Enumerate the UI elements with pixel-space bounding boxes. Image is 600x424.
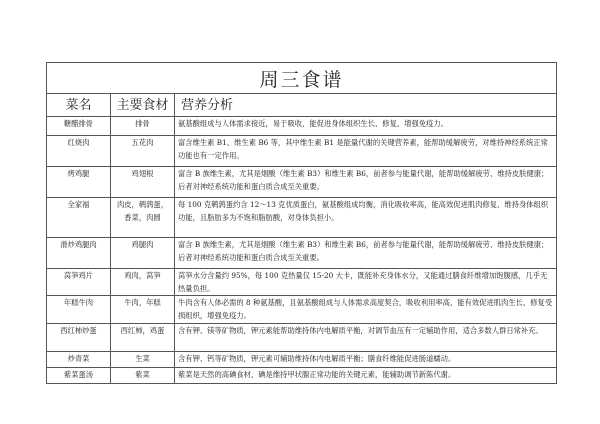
dish-name: 年糕牛肉	[47, 296, 111, 324]
main-ingredient: 鸡腿肉	[111, 238, 175, 269]
table-row	[47, 324, 557, 352]
dish-name: 炒青菜	[47, 352, 111, 368]
header-row	[47, 94, 557, 117]
menu-table	[46, 62, 557, 384]
main-ingredient: 紫菜	[111, 368, 175, 384]
nutrition-analysis: 紫菜是天然的高碘食材，碘是维持甲状腺正常功能的关键元素，能辅助调节新陈代谢。	[175, 368, 557, 384]
table-row	[47, 167, 557, 198]
table-row	[47, 198, 557, 238]
table-row	[47, 136, 557, 167]
main-ingredient: 鸡肉，莴笋	[111, 269, 175, 296]
nutrition-analysis: 富含 B 族维生素，尤其是烟酸（维生素 B3）和维生素 B6，前者参与能量代谢，能帮助缓解疲劳、维持皮肤健康；后者对神经系统功能和蛋白质合成至关重要。	[175, 167, 557, 198]
nutrition-analysis: 每 100 克鹌鹑蛋约含 12～13 克优质蛋白，氨基酸组成均衡，消化吸收率高，能高效促进肌肉修复、维持身体组织功能，且脂肪多为不饱和脂肪酸，对身体负担小。	[175, 198, 557, 238]
dish-name: 莴笋鸡片	[47, 269, 111, 296]
nutrition-analysis: 富含维生素 B1、维生素 B6 等，其中维生素 B1 是能量代谢的关键营养素，能帮助缓解疲劳，对维持神经系统正常功能也有一定作用。	[175, 136, 557, 167]
nutrition-analysis: 含有钾、钙等矿物质，钾元素可辅助维持体内电解质平衡；膳食纤维能促进肠道蠕动。	[175, 352, 557, 368]
main-ingredient: 鸡翅根	[111, 167, 175, 198]
dish-name: 全家福	[47, 198, 111, 238]
page-title: 周三食谱	[47, 63, 557, 94]
main-ingredient: 五花肉	[111, 136, 175, 167]
nutrition-analysis: 氨基酸组成与人体需求接近，易于吸收，能促进身体组织生长、修复、增强免疫力。	[175, 117, 557, 136]
dish-name: 紫菜蛋汤	[47, 368, 111, 384]
table-row	[47, 269, 557, 296]
table-row	[47, 296, 557, 324]
main-ingredient: 西红柿，鸡蛋	[111, 324, 175, 352]
dish-name: 红烧肉	[47, 136, 111, 167]
table-row	[47, 352, 557, 368]
main-ingredient: 排骨	[111, 117, 175, 136]
dish-name: 西红柿炒蛋	[47, 324, 111, 352]
dish-name: 糖醋排骨	[47, 117, 111, 136]
main-ingredient: 牛肉，年糕	[111, 296, 175, 324]
menu-sheet	[46, 62, 556, 384]
main-ingredient: 生菜	[111, 352, 175, 368]
table-row	[47, 368, 557, 384]
header-analysis: 营养分析	[175, 94, 557, 117]
header-ingredient: 主要食材	[111, 94, 175, 117]
nutrition-analysis: 含有钾、镁等矿物质，钾元素能帮助维持体内电解质平衡，对调节血压有一定辅助作用，适合多数人群日常补充。	[175, 324, 557, 352]
nutrition-analysis: 富含 B 族维生素，尤其是烟酸（维生素 B3）和维生素 B6，前者参与能量代谢，能帮助缓解疲劳、维持皮肤健康；后者对神经系统功能和蛋白质合成至关重要。	[175, 238, 557, 269]
nutrition-analysis: 莴笋水分含量约 95%，每 100 克热量仅 15-20 大卡，既能补充身体水分，又能通过膳食纤维增加饱腹感，几乎无热量负担。	[175, 269, 557, 296]
main-ingredient: 肉皮，鹌鹑蛋，香菜，肉圆	[111, 198, 175, 238]
table-row	[47, 117, 557, 136]
table-row	[47, 238, 557, 269]
dish-name: 滑炒鸡腿肉	[47, 238, 111, 269]
nutrition-analysis: 牛肉含有人体必需的 8 种氨基酸，且氨基酸组成与人体需求高度契合，吸收利用率高，能有效促进肌肉生长、修复受损组织，增强免疫力。	[175, 296, 557, 324]
dish-name: 烤鸡腿	[47, 167, 111, 198]
header-dish: 菜名	[47, 94, 111, 117]
